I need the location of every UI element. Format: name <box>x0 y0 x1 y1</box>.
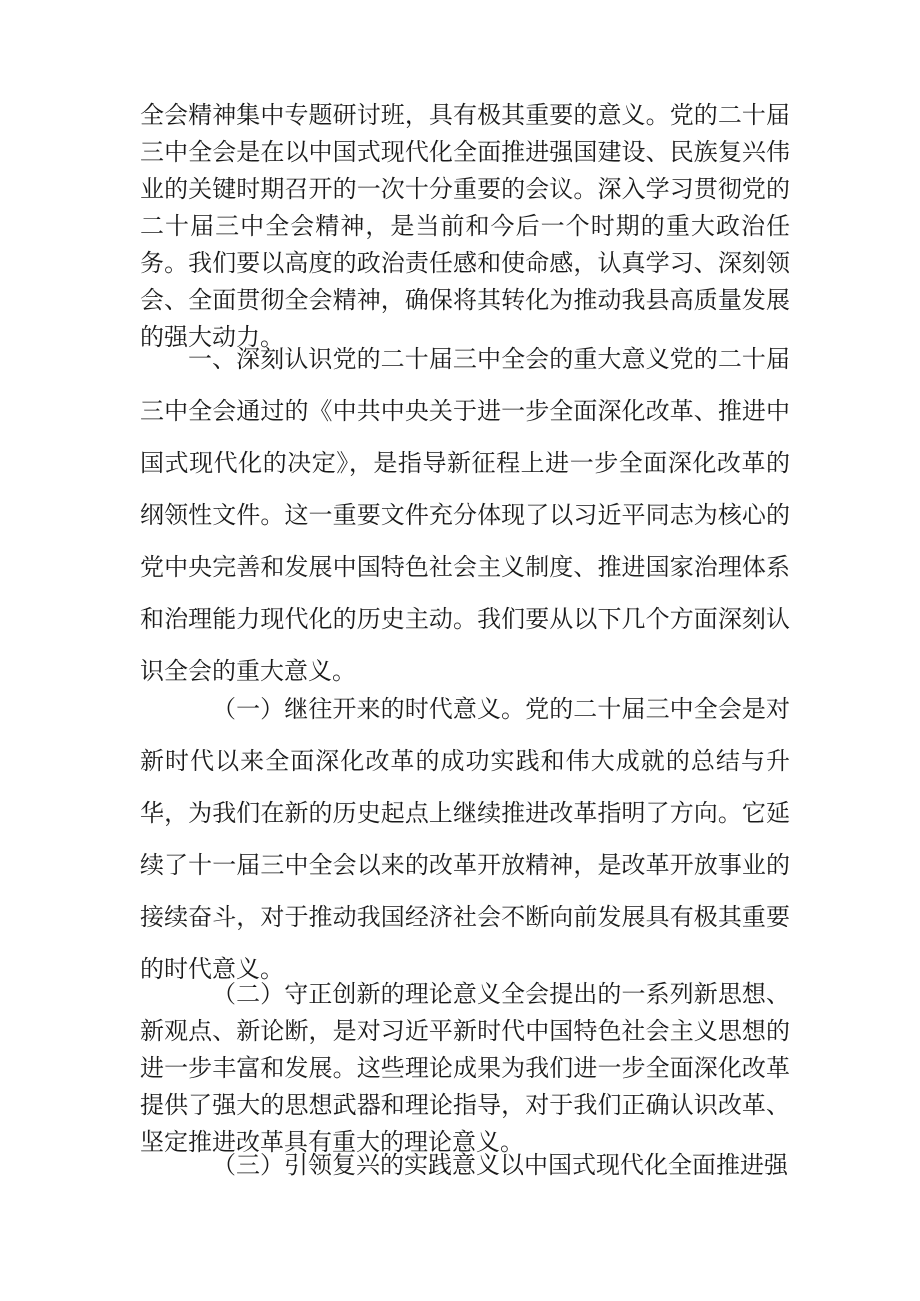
intro-paragraph: 全会精神集中专题研讨班，具有极其重要的意义。党的二十届三中全会是在以中国式现代化全面推进强国建设、民族复兴伟业的关键时期召开的一次十分重要的会议。深入学习贯彻党的二十届三中全会精神，是当前和今后一个时期的重大政治任务。我们要以高度的政治责任感和使命感，认真学习、深刻领会、全面贯彻全会精神，确保将其转化为推动我县高质量发展的强大动力。 <box>140 101 790 351</box>
subsection-three-paragraph: （三）引领复兴的实践意义以中国式现代化全面推进强 <box>212 1151 788 1179</box>
subsection-one-paragraph: （一）继往开来的时代意义。党的二十届三中全会是对新时代以来全面深化改革的成功实践和伟大成就的总结与升华，为我们在新的历史起点上继续推进改革指明了方向。它延续了十一届三中全会以来的改革开放精神，是改革开放事业的接续奋斗，对于推动我国经济社会不断向前发展具有极其重要的时代意义。 <box>140 695 790 983</box>
section-one-paragraph: 一、深刻认识党的二十届三中全会的重大意义党的二十届三中全会通过的《中共中央关于进一步全面深化改革、推进中国式现代化的决定》，是指导新征程上进一步全面深化改革的纲领性文件。这一重要文件充分体现了以习近平同志为核心的党中央完善和发展中国特色社会主义制度、推进国家治理体系和治理能力现代化的历史主动。我们要从以下几个方面深刻认识全会的重大意义。 <box>140 345 790 685</box>
subsection-two-paragraph: （二）守正创新的理论意义全会提出的一系列新思想、新观点、新论断，是对习近平新时代中国特色社会主义思想的进一步丰富和发展。这些理论成果为我们进一步全面深化改革提供了强大的思想武器和理论指导，对于我们正确认识改革、坚定推进改革具有重大的理论意义。 <box>140 980 790 1156</box>
